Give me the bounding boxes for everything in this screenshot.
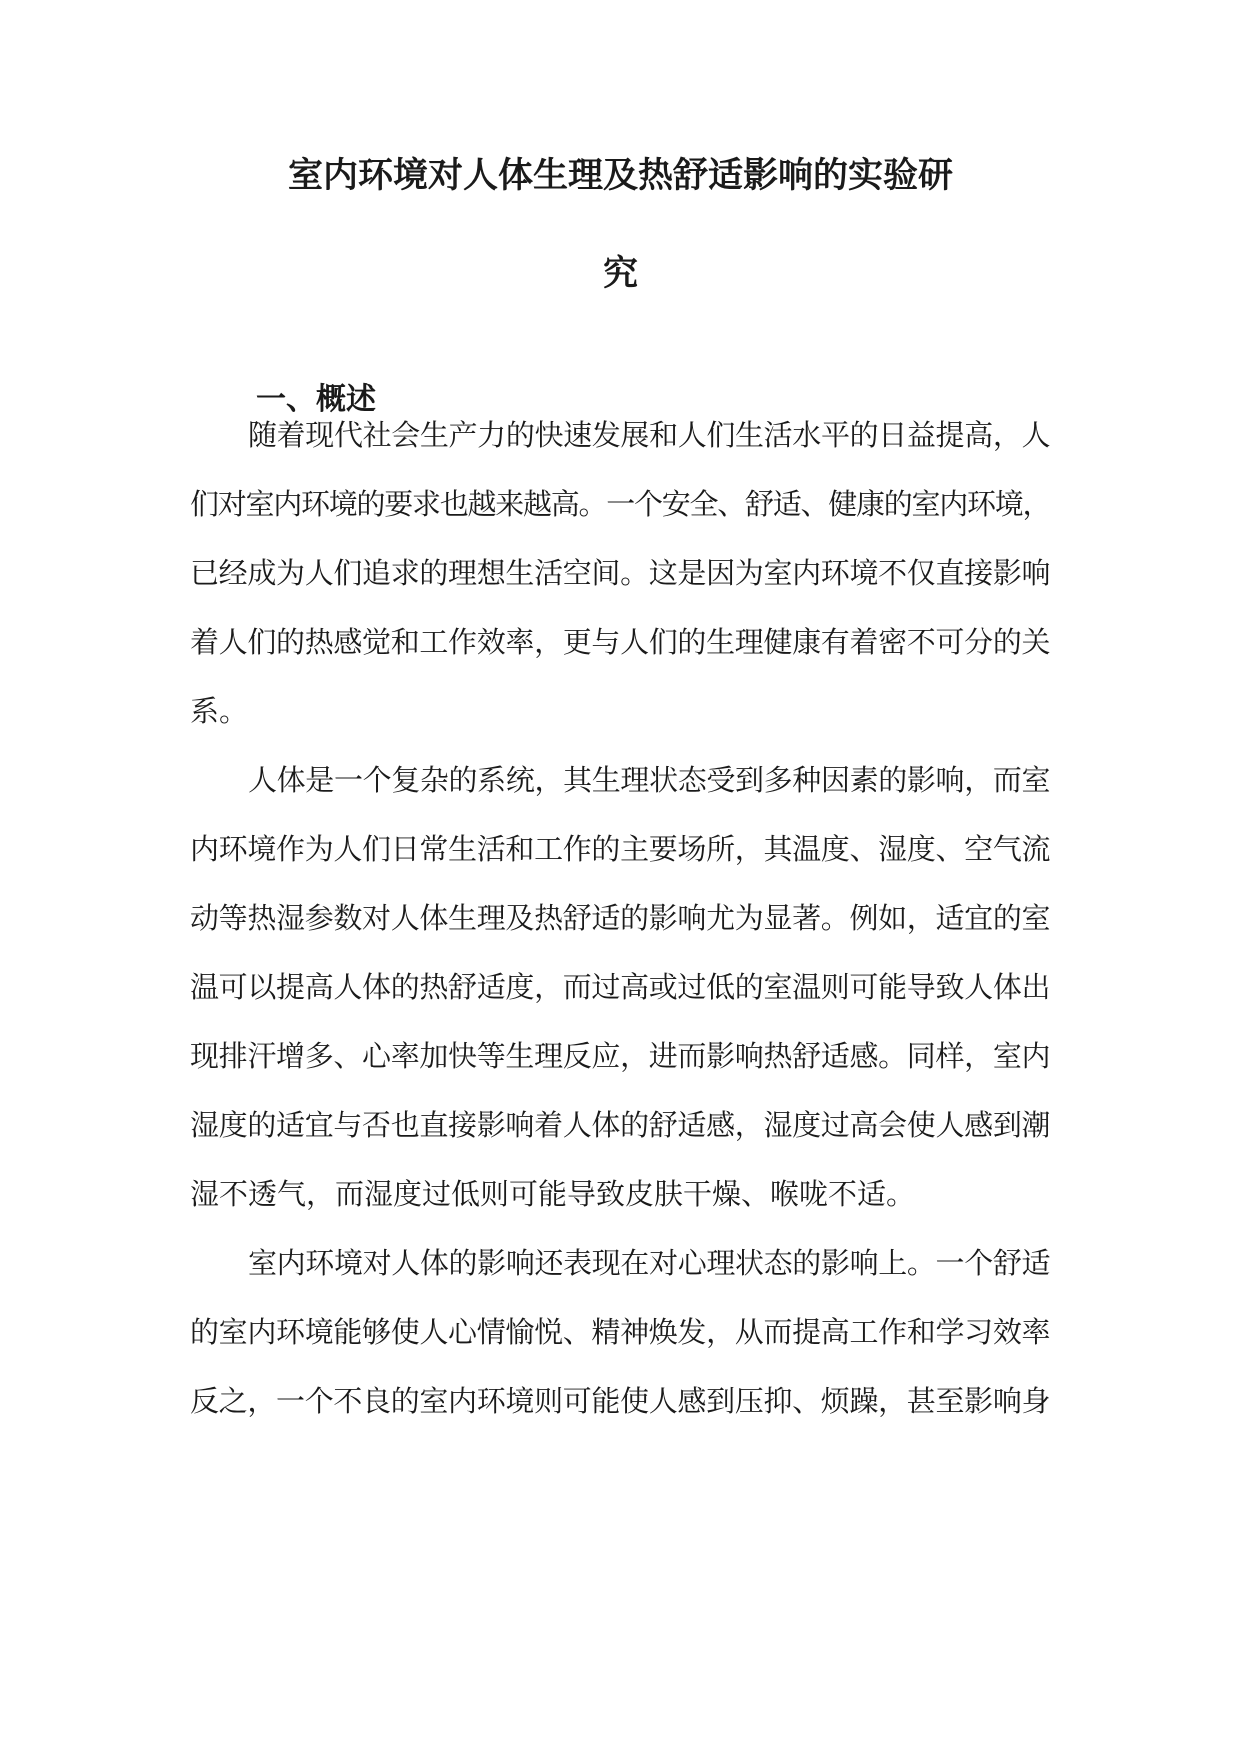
- paragraph-2-line: 动等热湿参数对人体生理及热舒适的影响尤为显著。例如，适宜的室: [190, 901, 1050, 935]
- paragraph-2-line: 现排汗增多、心率加快等生理反应，进而影响热舒适感。同样，室内: [190, 1039, 1050, 1073]
- paragraph-3-line: 室内环境对人体的影响还表现在对心理状态的影响上。一个舒适: [248, 1246, 1050, 1280]
- document-title-line-2: 究: [602, 254, 638, 294]
- paragraph-2-line: 内环境作为人们日常生活和工作的主要场所，其温度、湿度、空气流: [190, 832, 1050, 866]
- paragraph-2-line: 湿度的适宜与否也直接影响着人体的舒适感，湿度过高会使人感到潮: [190, 1108, 1050, 1142]
- paragraph-1-line: 系。: [190, 694, 249, 728]
- paragraph-2-line: 湿不透气，而湿度过低则可能导致皮肤干燥、喉咙不适。: [190, 1177, 916, 1211]
- paragraph-2-line: 人体是一个复杂的系统，其生理状态受到多种因素的影响，而室: [248, 763, 1050, 797]
- paragraph-3-line: 反之，一个不良的室内环境则可能使人感到压抑、烦躁，甚至影响身: [190, 1384, 1050, 1418]
- paragraph-1-line: 随着现代社会生产力的快速发展和人们生活水平的日益提高，人: [248, 418, 1050, 452]
- document-title-line-1: 室内环境对人体生理及热舒适影响的实验研: [287, 156, 953, 196]
- section-heading: 一、概述: [256, 382, 376, 417]
- paragraph-3-line: 的室内环境能够使人心情愉悦、精神焕发，从而提高工作和学习效率: [190, 1315, 1050, 1349]
- paragraph-2-line: 温可以提高人体的热舒适度，而过高或过低的室温则可能导致人体出: [190, 970, 1050, 1004]
- paragraph-1-line: 着人们的热感觉和工作效率，更与人们的生理健康有着密不可分的关: [190, 625, 1050, 659]
- paragraph-1-line: 已经成为人们追求的理想生活空间。这是因为室内环境不仅直接影响: [190, 556, 1050, 590]
- paragraph-1-line: 们对室内环境的要求也越来越高。一个安全、舒适、健康的室内环境，: [190, 487, 1050, 521]
